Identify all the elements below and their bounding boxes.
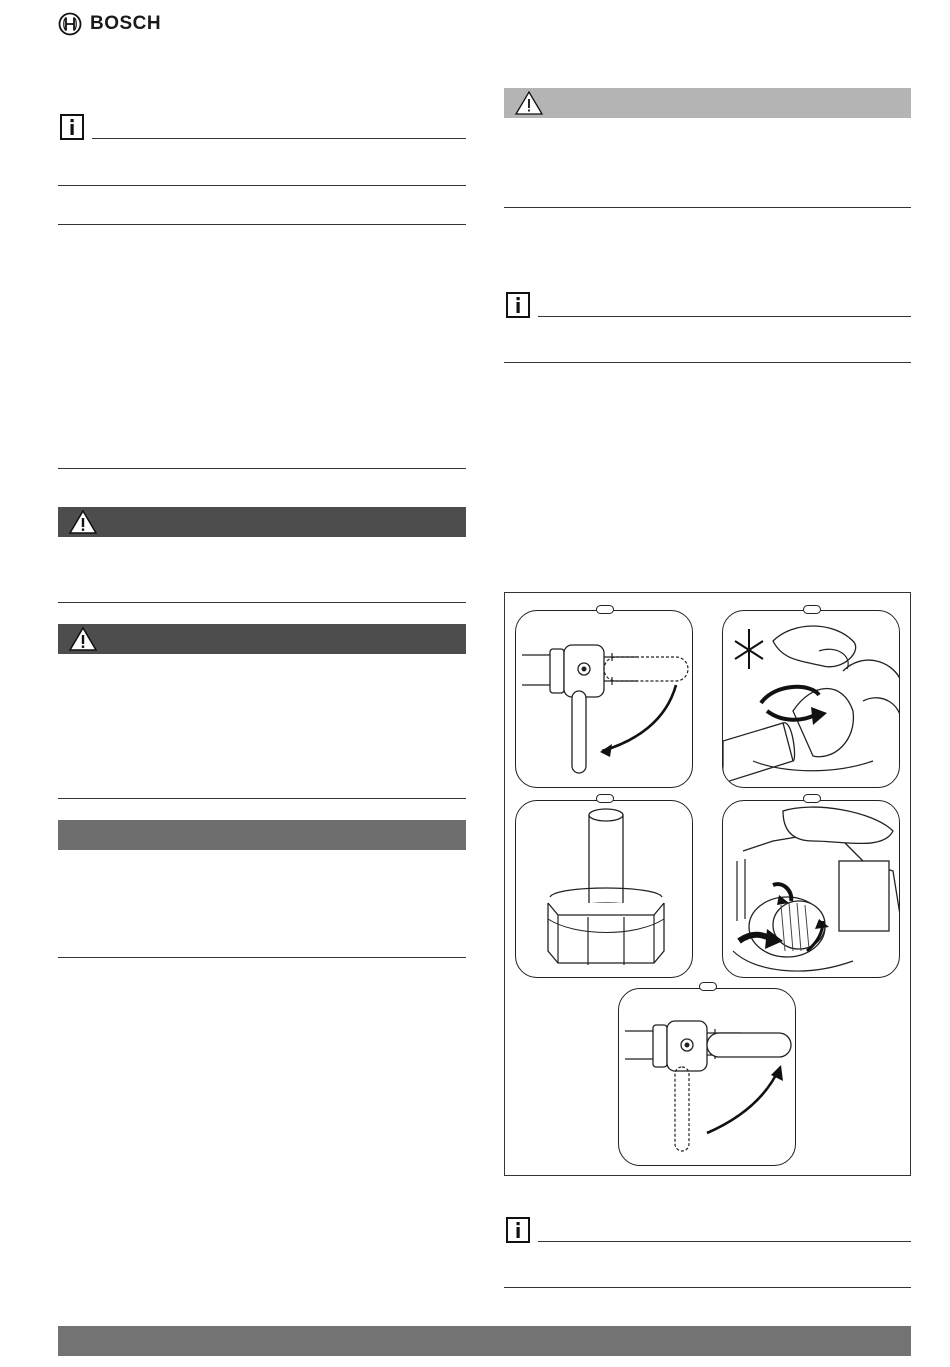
screw-cap-illustration <box>723 801 900 978</box>
info-icon <box>506 292 530 318</box>
info-note-rule <box>538 1241 911 1242</box>
no-tools-icon <box>735 629 763 669</box>
divider <box>58 468 466 469</box>
divider <box>58 185 466 186</box>
unscrew-cap-illustration <box>723 611 900 788</box>
info-icon <box>60 114 84 140</box>
info-note-rule <box>538 316 911 317</box>
divider <box>58 224 466 225</box>
divider <box>58 602 466 603</box>
panel-5-tab <box>699 982 717 991</box>
strainer-cleaning-figure <box>504 592 911 1176</box>
divider <box>504 1287 911 1288</box>
bosch-logo <box>58 8 161 40</box>
warning-bar <box>58 624 466 654</box>
divider <box>504 362 911 363</box>
figure-panel-4 <box>722 800 900 978</box>
divider <box>504 207 911 208</box>
ball-valve-open-illustration <box>619 989 796 1166</box>
footer-bar <box>58 1326 911 1356</box>
divider <box>58 957 466 958</box>
warning-triangle-icon <box>68 626 98 652</box>
warning-bar <box>58 507 466 537</box>
panel-4-tab <box>803 794 821 803</box>
ball-valve-close-illustration <box>516 611 693 788</box>
section-heading-bar <box>58 820 466 850</box>
warning-triangle-icon <box>514 90 544 116</box>
info-note-rule <box>92 138 466 139</box>
panel-1-tab <box>596 605 614 614</box>
bosch-armature-icon <box>58 12 82 36</box>
strainer-cap-illustration <box>516 801 693 978</box>
panel-2-tab <box>803 605 821 614</box>
panel-3-tab <box>596 794 614 803</box>
figure-panel-5 <box>618 988 796 1166</box>
figure-panel-1 <box>515 610 693 788</box>
caution-bar <box>504 88 911 118</box>
info-icon <box>506 1217 530 1243</box>
divider <box>58 798 466 799</box>
figure-panel-2 <box>722 610 900 788</box>
figure-panel-3 <box>515 800 693 978</box>
warning-triangle-icon <box>68 509 98 535</box>
brand-name: BOSCH <box>90 13 162 34</box>
